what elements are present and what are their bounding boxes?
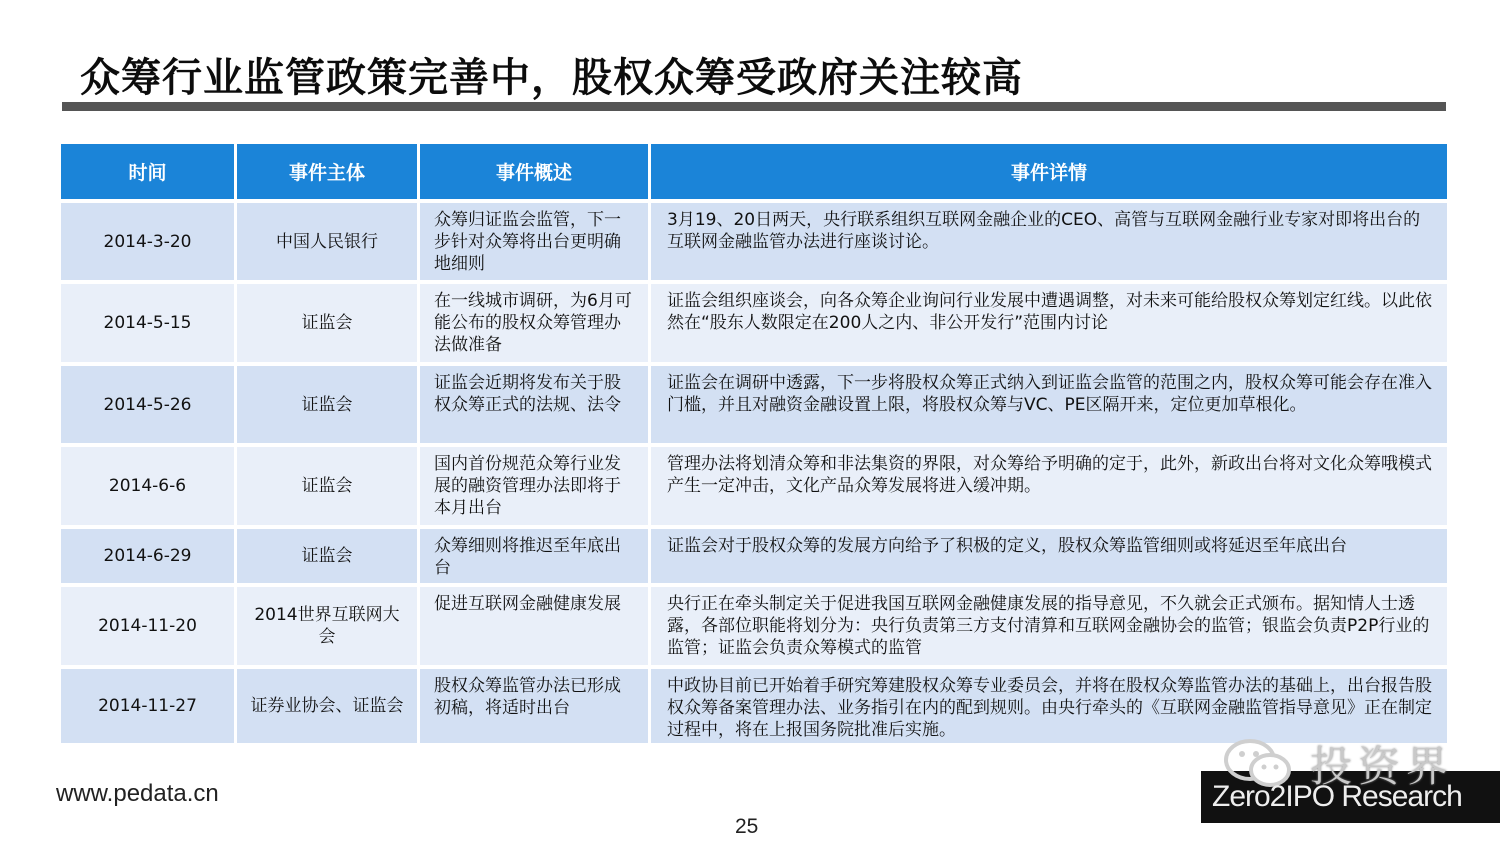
cell-entity: 证监会 [237,443,420,525]
cell-date: 2014-11-27 [61,665,237,743]
cell-entity: 2014世界互联网大会 [237,583,420,665]
cell-summary: 众筹归证监会监管，下一步针对众筹将出台更明确地细则 [420,199,651,280]
cell-summary: 证监会近期将发布关于股权众筹正式的法规、法令 [420,362,651,443]
cell-entity: 证券业协会、证监会 [237,665,420,743]
title-underline [62,102,1446,111]
table-row [61,199,1447,280]
page-title: 众筹行业监管政策完善中，股权众筹受政府关注较高 [80,55,1023,101]
cell-summary: 众筹细则将推迟至年底出台 [420,525,651,583]
cell-detail: 证监会在调研中透露，下一步将股权众筹正式纳入到证监会监管的范围之内，股权众筹可能会存在准入门槛，并且对融资金融设置上限，将股权众筹与VC、PE区隔开来，定位更加草根化。 [651,362,1447,443]
brand-chinese-name: 投资界 [1310,742,1455,791]
cell-date: 2014-6-29 [61,525,237,583]
cell-entity: 证监会 [237,525,420,583]
cell-entity: 证监会 [237,362,420,443]
cell-date: 2014-5-26 [61,362,237,443]
cell-summary: 股权众筹监管办法已形成初稿，将适时出台 [420,665,651,743]
cell-date: 2014-5-15 [61,280,237,362]
cell-date: 2014-11-20 [61,583,237,665]
cell-summary: 促进互联网金融健康发展 [420,583,651,665]
cell-detail: 管理办法将划清众筹和非法集资的界限，对众筹给予明确的定于，此外，新政出台将对文化众筹哦模式产生一定冲击，文化产品众筹发展将进入缓冲期。 [651,443,1447,525]
header-summary: 事件概述 [420,144,651,199]
events-table [61,144,1447,743]
cell-date: 2014-3-20 [61,199,237,280]
brand-english-name: Zero2IPO Research [1212,780,1462,813]
cell-entity: 证监会 [237,280,420,362]
header-entity: 事件主体 [237,144,420,199]
cell-summary: 在一线城市调研，为6月可能公布的股权众筹管理办法做准备 [420,280,651,362]
table-row [61,665,1447,743]
table-row [61,443,1447,525]
table-row [61,525,1447,583]
cell-detail: 3月19、20日两天，央行联系组织互联网金融企业的CEO、高管与互联网金融行业专家对即将出台的互联网金融监管办法进行座谈讨论。 [651,199,1447,280]
cell-detail: 央行正在牵头制定关于促进我国互联网金融健康发展的指导意见，不久就会正式颁布。据知情人士透露，各部位职能将划分为：央行负责第三方支付清算和互联网金融协会的监管；银监会负责P2P行业的监管；证监会负责众筹模式的监管 [651,583,1447,665]
cell-detail: 证监会对于股权众筹的发展方向给予了积极的定义，股权众筹监管细则或将延迟至年底出台 [651,525,1447,583]
cell-date: 2014-6-6 [61,443,237,525]
footer-url: www.pedata.cn [56,780,219,807]
header-time: 时间 [61,144,237,199]
cell-detail: 中政协目前已开始着手研究筹建股权众筹专业委员会，并将在股权众筹监管办法的基础上，出台报告股权众筹备案管理办法、业务指引在内的配到规则。由央行牵头的《互联网金融监管指导意见》正在制定过程中，将在上报国务院批准后实施。 [651,665,1447,743]
table-header-row [61,144,1447,199]
cell-summary: 国内首份规范众筹行业发展的融资管理办法即将于本月出台 [420,443,651,525]
table-row [61,280,1447,362]
cell-detail: 证监会组织座谈会，向各众筹企业询问行业发展中遭遇调整，对未来可能给股权众筹划定红线。以此依然在“股东人数限定在200人之内、非公开发行”范围内讨论 [651,280,1447,362]
table-row [61,362,1447,443]
page-number: 25 [735,815,759,838]
table-row [61,583,1447,665]
cell-entity: 中国人民银行 [237,199,420,280]
header-detail: 事件详情 [651,144,1447,199]
